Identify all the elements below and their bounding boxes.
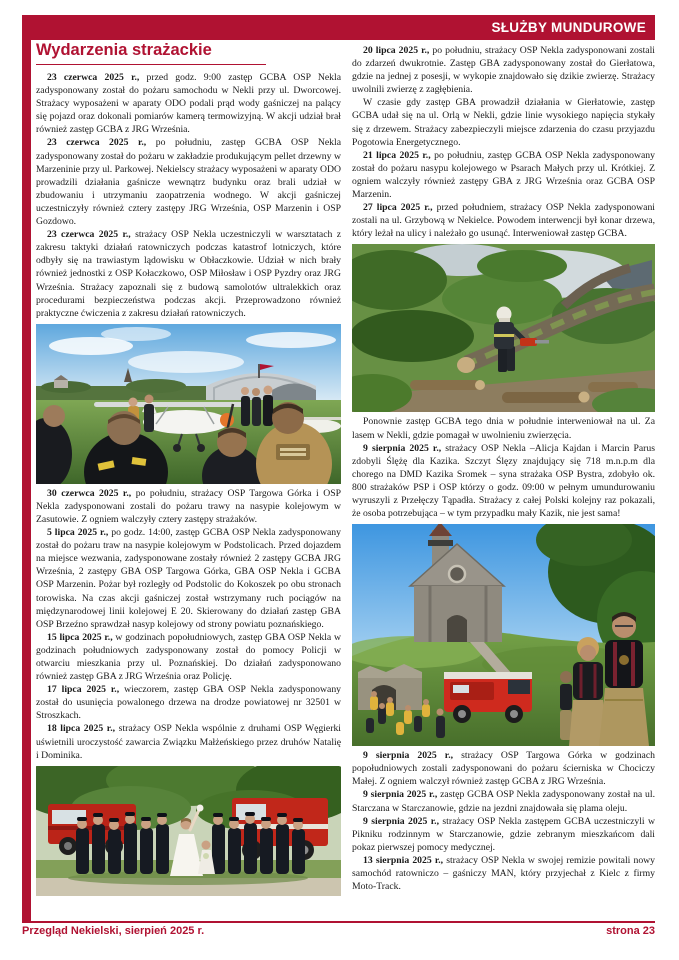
paragraph-date-lead: 9 sierpnia 2025 r., bbox=[363, 442, 446, 454]
paragraph-date-lead: 23 czerwca 2025 r., bbox=[47, 137, 156, 149]
article-paragraph: 9 sierpnia 2025 r., strażacy OSP Nekla zastępem GCBA uczestniczyli w Pikniku rodzinnym w Starczanowie, gdzie zebranym mieszkańcom dali pokaz pierwszej pomocy medycznej. bbox=[352, 815, 655, 853]
right-paragraphs-bottom bbox=[352, 749, 655, 893]
plane-workshop-illustration bbox=[36, 324, 341, 484]
paragraph-date-lead: 30 czerwca 2025 r., bbox=[47, 487, 136, 499]
paragraph-date-lead: 15 lipca 2025 r., bbox=[47, 631, 116, 643]
paragraph-date-lead: 5 lipca 2025 r., bbox=[47, 527, 112, 539]
right-paragraphs-top bbox=[352, 44, 655, 240]
paragraph-date-lead: 13 sierpnia 2025 r., bbox=[363, 854, 447, 866]
fallen-tree-illustration bbox=[352, 244, 655, 412]
photo-wedding-group bbox=[36, 766, 341, 896]
footer-page-number: strona 23 bbox=[606, 925, 655, 937]
article-paragraph: 18 lipca 2025 r., strażacy OSP Nekla wspólnie z druhami OSP Węgierki uświetnili uroczystość zawarcia Związku Małżeńskiego przez druhów Natalię i Dominika. bbox=[36, 723, 341, 761]
right-paragraphs-mid bbox=[352, 415, 655, 520]
paragraph-date-lead: 9 sierpnia 2025 r., bbox=[363, 789, 441, 801]
wedding-group-illustration bbox=[36, 766, 341, 896]
photo-sleza-summit bbox=[352, 524, 655, 746]
article-paragraph: 9 sierpnia 2025 r., zastęp GCBA OSP Nekla zadysponowany został na ul. Starczana w Starczanowie, gdzie na jezdni znajdowała się plama oleju. bbox=[352, 789, 656, 814]
paragraph-date-lead: 23 czerwca 2025 r., bbox=[47, 229, 136, 241]
article-paragraph: 13 sierpnia 2025 r., strażacy OSP Nekla w swojej remizie powitali nowy samochód ratowniczo – gaśniczy MAN, który przyjechał z Kielc z firmy Moto-Track. bbox=[352, 854, 656, 893]
sleza-summit-illustration bbox=[352, 524, 655, 746]
paragraph-date-lead: 9 sierpnia 2025 r., bbox=[363, 750, 462, 762]
article-paragraph: 5 lipca 2025 r., po godz. 14:00, zastęp GCBA OSP Nekla zadysponowany został do pożaru traw na nasypie kolejowym w Podstolicach. Przed dojazdem na miejsce wezwania, zadysponowane zostały również 2 zastępy GCBA JRG Września, 2 zastępy GBA OSP Targowa Górka, GBA OSP Nekla i GCBA OSP Marzenin. Pożar był rozległy od Podstolic do Kokoszek po obu stronach torowiska. Na czas akcji gaśniczej został wstrzymany ruch pociągów na międzynarodowej linii kolejowej E 20. Skierowany do działań zastęp GBA OSP Brzeźno sprawdzał nasyp kolejowy od strony powiatu poznańskiego. bbox=[36, 527, 341, 630]
article-paragraph: W czasie gdy zastęp GBA prowadził działania w Gierłatowie, zastęp GCBA udał się na ul. Orlą w Nekli, gdzie linie wysokiego napięcia stykały się z drzewem. Strażacy zabezpieczyli miejsce zdarzenia do czasu przyjazdu Pogotowia Energetycznego. bbox=[352, 97, 655, 148]
left-paragraphs-top bbox=[36, 71, 341, 320]
article-paragraph: 20 lipca 2025 r., po południu, strażacy OSP Nekla zadysponowani zostali do zdarzeń dwukrotnie. Zastęp GBA zadysponowany został do Gierłatowa, gdzie na jednej z posesji, w wykopie znajdowało się dzikie zwierzę. Strażacy uwolnili zwierzę z zagłębienia. bbox=[352, 45, 655, 96]
left-column bbox=[36, 41, 341, 899]
paragraph-date-lead: 9 sierpnia 2025 r., bbox=[363, 815, 443, 827]
article-paragraph: Ponownie zastęp GCBA tego dnia w południe interweniował na ul. Za lasem w Nekli, gdzie pomagał w uwolnieniu zwierzęcia. bbox=[352, 416, 655, 441]
article-paragraph: 15 lipca 2025 r., w godzinach popołudniowych, zastęp GBA OSP Nekla w godzinach południowych zadysponowany został do pomocy Policji w otwarciu mieszkania przy ul. Poznańskiej. Do działań zadysponowano również zastęp GBA z JRG Września oraz Policję. bbox=[36, 631, 341, 683]
photo-fallen-tree bbox=[352, 244, 655, 412]
article-paragraph: 27 lipca 2025 r., przed południem, strażacy OSP Nekla zadysponowani zostali na ul. Grzybową w Nekielce. Powodem interwencji był konar drzewa, który leżał na ulicy i należało go usunąć. Interweniował zastęp GCBA. bbox=[352, 202, 655, 240]
paragraph-date-lead: 27 lipca 2025 r., bbox=[363, 202, 437, 214]
paragraph-date-lead: 23 czerwca 2025 r., bbox=[47, 72, 147, 83]
article-paragraph: 23 czerwca 2025 r., przed godz. 9:00 zastęp GCBA OSP Nekla zadysponowany został do pożaru samochodu w Nekli przy ul. Dworcowej. Strażacy wyposażeni w aparaty ODO podali prąd wody gaśniczej na palący się pojazd oraz dokonali pomiarów kamerą termowizyjną. W akcji udział brał również zastęp GCBA z JRG Września. bbox=[36, 72, 341, 136]
article-paragraph: 30 czerwca 2025 r., po południu, strażacy OSP Targowa Górka i OSP Nekla zadysponowani zostali do pożaru trawy na nasypie kolejowym w Zasutowie. Z ogniem walczyły cztery zastępy strażaków. bbox=[36, 487, 341, 525]
article-paragraph: 17 lipca 2025 r., wieczorem, zastęp GBA OSP Nekla zadysponowany został do usunięcia powalonego drzewa na drodze powiatowej nr 32501 w Stroszkach. bbox=[36, 684, 342, 722]
article-paragraph: 21 lipca 2025 r., po południu, zastęp GCBA OSP Nekla zadysponowany został do pożaru nasypu kolejowego w Psarach Małych przy ul. Krótkiej. Z ogniem walczyły również zastępy GBA z JRG Września oraz GCBA OSP Marzenin. bbox=[352, 149, 655, 201]
paragraph-date-lead: 20 lipca 2025 r., bbox=[363, 45, 433, 56]
section-banner-label: SŁUŻBY MUNDUROWE bbox=[491, 20, 646, 35]
article-paragraph: 23 czerwca 2025 r., po południu, zastęp GCBA OSP Nekla zadysponowany został do pożaru w zakładzie produkującym pellet drzewny w Marzeninie przy ul. Parkowej. Nekielscy strażacy wyposażeni w aparaty ODO prowadzili działania gaśnicze wewnątrz budynku oraz brali udział w zbudowaniu i utrzymaniu zaopatrzenia wodnego. W akcji gaśniczej uczestniczyły również cztery zastępy JRG Września, OSP Marzenin i OSP Gozdowo. bbox=[36, 137, 342, 228]
article-paragraph: 23 czerwca 2025 r., strażacy OSP Nekla uczestniczyli w warsztatach z zakresu taktyki działań ratowniczych podczas katastrof lotniczych, które odbyły się na trawiastym lądowisku w Obłaczkowie. Udział w nich brały również jednostki z OSP Kołaczkowo, OSP Miłosław i OSP Pyzdry oraz JRG Września. Strażacy zapoznali się z budową samolotów ultralekkich oraz procedurami bezpieczeństwa podczas akcji. Przeprowadzono również praktyczne ćwiczenia z zakresu działań ratowniczych. bbox=[36, 229, 342, 319]
footer-publication: Przegląd Nekielski, sierpień 2025 r. bbox=[22, 925, 205, 937]
paragraph-date-lead: 17 lipca 2025 r., bbox=[47, 684, 125, 696]
paragraph-date-lead: 18 lipca 2025 r., bbox=[47, 723, 119, 735]
section-banner bbox=[22, 15, 655, 40]
article-paragraph: 9 sierpnia 2025 r., strażacy OSP Targowa Górka w godzinach popołudniowych zostali zadysponowani do pożaru ścierniska w Chociczy Małej. Z ogniem walczył również zastęp GCBA z JRG Września. bbox=[352, 750, 655, 788]
photo-plane-workshop bbox=[36, 324, 341, 484]
footer-rule bbox=[22, 921, 655, 923]
left-paragraphs-bottom bbox=[36, 487, 341, 762]
article-paragraph: 9 sierpnia 2025 r., strażacy OSP Nekla –Alicja Kajdan i Marcin Parus zdobyli Ślężę dla Kazika. Szczyt Ślęzy znajdujący się 718 m.n.p.m dla chorego na DMD Kazika Sromek – syna strażaka OSP Bystra, zdobyło ok. 800 strażaków PSP i OSP którzy o godz. 09:00 w pełnym umundurowaniu wyruszyli z Przełęczy Tąpadła. Strażacy z całej Polski kolejny raz pokazali, że osoba potrzebująca – w tym przypadku mały Kazik, nie jest sama! bbox=[352, 442, 655, 520]
paragraph-date-lead: 21 lipca 2025 r., bbox=[363, 149, 435, 161]
right-column bbox=[352, 44, 655, 893]
left-margin-rule bbox=[22, 15, 31, 921]
article-title: Wydarzenia strażackie bbox=[36, 41, 266, 65]
